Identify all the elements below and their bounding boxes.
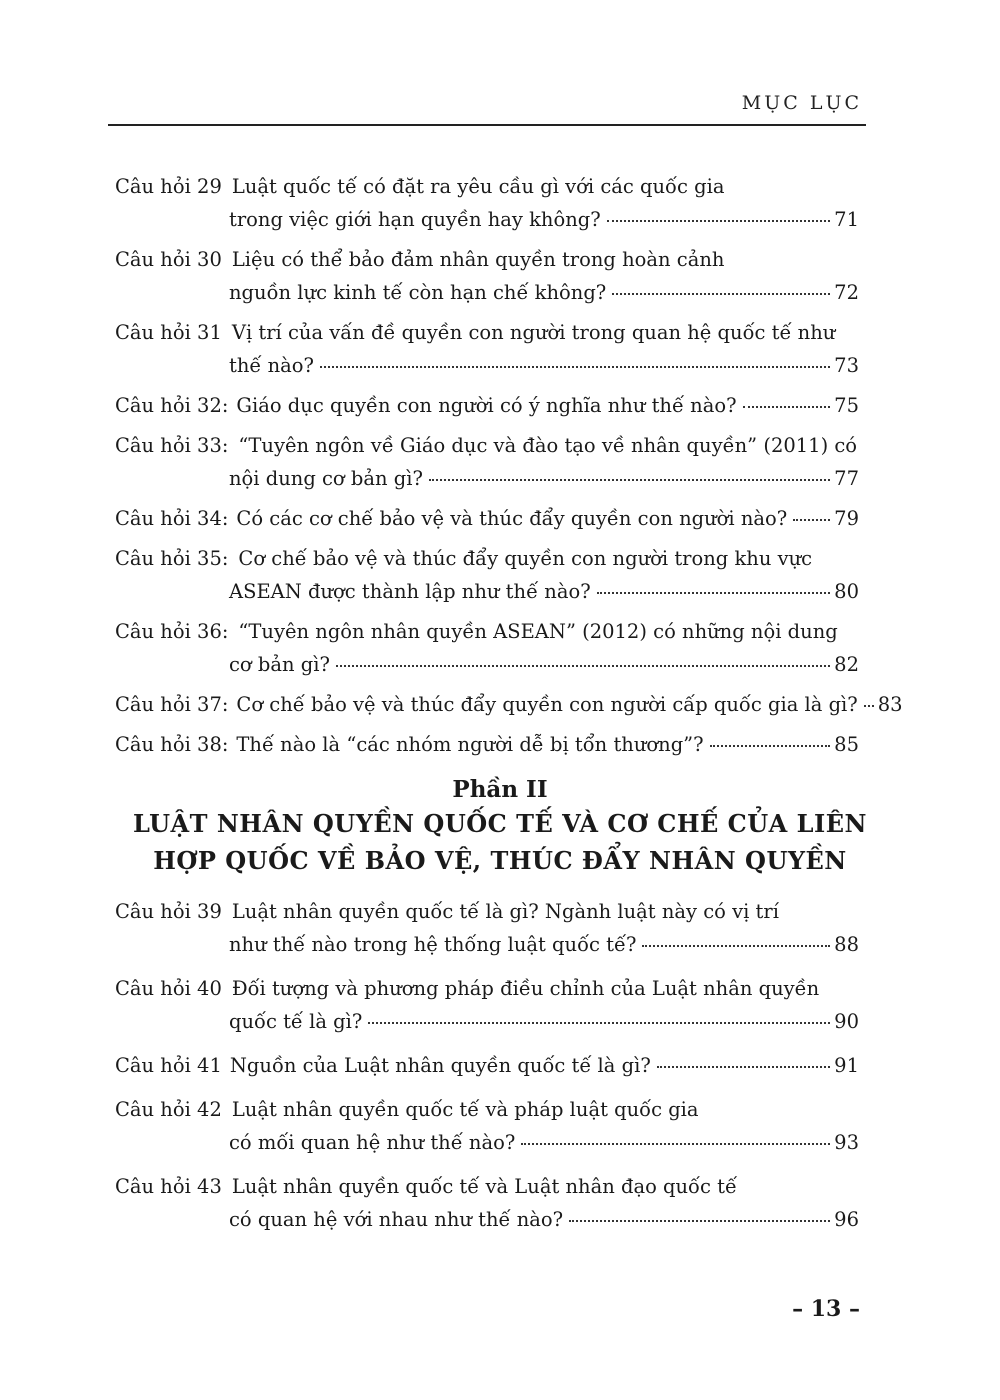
toc-part-two [0, 895, 1000, 1247]
page-ref: 71 [834, 208, 859, 231]
toc-entry [0, 429, 1000, 495]
question-label: Câu hỏi 40 [115, 977, 222, 1000]
dot-leader [569, 1220, 830, 1222]
entry-title: Cơ chế bảo vệ và thúc đẩy quyền con người trong khu vực [238, 547, 813, 570]
entry-title-continued: có mối quan hệ như thế nào? [229, 1131, 516, 1154]
entry-title: Luật quốc tế có đặt ra yêu cầu gì với các quốc gia [231, 175, 725, 198]
toc-entry-line [0, 1203, 1000, 1236]
toc-entry [0, 502, 1000, 535]
page-ref: 85 [834, 733, 859, 756]
toc-entry-line [0, 429, 1000, 462]
toc-entry-line [0, 276, 1000, 309]
toc-entry-line [0, 615, 1000, 648]
question-label: Câu hỏi 29 [115, 175, 222, 198]
question-label: Câu hỏi 32: [115, 394, 229, 417]
toc-entry-line [0, 170, 1000, 203]
dot-leader [793, 519, 830, 521]
toc-entry-line [0, 575, 1000, 608]
question-label: Câu hỏi 38: [115, 733, 229, 756]
dot-leader [642, 945, 830, 947]
question-label: Câu hỏi 31 [115, 321, 222, 344]
page-ref: 72 [834, 281, 859, 304]
page-ref: 96 [834, 1208, 859, 1231]
toc-entry-line [0, 1049, 1000, 1082]
dot-leader [320, 366, 830, 368]
toc-entry-line [0, 316, 1000, 349]
dot-leader [612, 293, 830, 295]
toc-entry-line [0, 389, 1000, 422]
page-number: – 13 – [792, 1296, 860, 1322]
toc-entry-line [0, 1093, 1000, 1126]
toc-entry-line [0, 1170, 1000, 1203]
toc-entry [0, 972, 1000, 1038]
entry-title: Nguồn của Luật nhân quyền quốc tế là gì? [229, 1054, 651, 1077]
dot-leader [521, 1143, 830, 1145]
part-heading-line-1: LUẬT NHÂN QUYỀN QUỐC TẾ VÀ CƠ CHẾ CỦA LIÊN [133, 809, 867, 838]
entry-title: Giáo dục quyền con người có ý nghĩa như thế nào? [236, 394, 737, 417]
part-title: Phần II [452, 776, 548, 803]
entry-title-continued: như thế nào trong hệ thống luật quốc tế? [229, 933, 637, 956]
question-label: Câu hỏi 36: [115, 620, 229, 643]
toc-entry-line [0, 972, 1000, 1005]
question-label: Câu hỏi 39 [115, 900, 222, 923]
toc-entry-line [0, 728, 1000, 761]
entry-title: “Tuyên ngôn nhân quyền ASEAN” (2012) có những nội dung [238, 620, 838, 643]
page-ref: 82 [834, 653, 859, 676]
toc-entry [0, 1093, 1000, 1159]
question-label: Câu hỏi 35: [115, 547, 229, 570]
toc-entry-line [0, 349, 1000, 382]
page-ref: 88 [834, 933, 859, 956]
page-ref: 83 [877, 693, 903, 716]
question-label: Câu hỏi 43 [115, 1175, 222, 1198]
entry-title: Luật nhân quyền quốc tế là gì? Ngành luật này có vị trí [231, 900, 779, 923]
toc-entry-line [0, 462, 1000, 495]
question-label: Câu hỏi 30 [115, 248, 222, 271]
page-ref: 90 [834, 1010, 859, 1033]
page-ref: 79 [834, 507, 859, 530]
toc-entry [0, 615, 1000, 681]
entry-title-continued: ASEAN được thành lập như thế nào? [229, 580, 591, 603]
dot-leader [368, 1022, 830, 1024]
running-title: MỤC LỤC [741, 92, 862, 114]
toc-entry-line [0, 928, 1000, 961]
toc-entry-line [0, 502, 1000, 535]
entry-title: Có các cơ chế bảo vệ và thúc đẩy quyền con người nào? [236, 507, 788, 530]
entry-title-continued: thế nào? [229, 354, 314, 377]
toc-entry-line [0, 243, 1000, 276]
entry-title: Thế nào là “các nhóm người dễ bị tổn thương”? [236, 733, 704, 756]
page-ref: 73 [834, 354, 859, 377]
entry-title-continued: nguồn lực kinh tế còn hạn chế không? [229, 281, 607, 304]
entry-title: “Tuyên ngôn về Giáo dục và đào tạo về nhân quyền” (2011) có [238, 434, 858, 457]
entry-title-continued: cơ bản gì? [229, 653, 330, 676]
toc-entry [0, 1049, 1000, 1082]
toc-entry-line [0, 542, 1000, 575]
question-label: Câu hỏi 33: [115, 434, 229, 457]
toc-entry [0, 389, 1000, 422]
page-ref: 75 [834, 394, 859, 417]
entry-title: Luật nhân quyền quốc tế và Luật nhân đạo quốc tế [231, 1175, 737, 1198]
dot-leader [710, 745, 831, 747]
toc-entry [0, 728, 1000, 761]
question-label: Câu hỏi 37: [115, 693, 229, 716]
question-label: Câu hỏi 41 [115, 1054, 222, 1077]
entry-title-continued: quốc tế là gì? [229, 1010, 363, 1033]
entry-title-continued: có quan hệ với nhau như thế nào? [229, 1208, 564, 1231]
dot-leader [429, 479, 830, 481]
entry-title: Đối tượng và phương pháp điều chỉnh của Luật nhân quyền [231, 977, 820, 1000]
part-heading-line-2: HỢP QUỐC VỀ BẢO VỆ, THÚC ĐẨY NHÂN QUYỀN [153, 846, 847, 875]
entry-title-continued: trong việc giới hạn quyền hay không? [229, 208, 601, 231]
dot-leader [607, 220, 830, 222]
entry-title-continued: nội dung cơ bản gì? [229, 467, 423, 490]
toc-entry [0, 243, 1000, 309]
question-label: Câu hỏi 34: [115, 507, 229, 530]
toc-entry [0, 895, 1000, 961]
dot-leader [864, 705, 874, 707]
toc-entry [0, 542, 1000, 608]
part-heading [0, 805, 1000, 879]
entry-title: Luật nhân quyền quốc tế và pháp luật quốc gia [231, 1098, 699, 1121]
header-rule [108, 124, 866, 126]
toc-part-one [0, 170, 1000, 768]
question-label: Câu hỏi 42 [115, 1098, 222, 1121]
entry-title: Cơ chế bảo vệ và thúc đẩy quyền con người cấp quốc gia là gì? [236, 693, 858, 716]
entry-title: Liệu có thể bảo đảm nhân quyền trong hoàn cảnh [231, 248, 725, 271]
toc-entry-line [0, 1005, 1000, 1038]
entry-title: Vị trí của vấn đề quyền con người trong quan hệ quốc tế như [231, 321, 836, 344]
dot-leader [743, 406, 831, 408]
toc-entry-line [0, 688, 1000, 721]
page-ref: 93 [834, 1131, 859, 1154]
toc-entry-line [0, 1126, 1000, 1159]
dot-leader [336, 665, 830, 667]
toc-entry [0, 170, 1000, 236]
dot-leader [657, 1066, 830, 1068]
toc-entry [0, 1170, 1000, 1236]
page-ref: 91 [834, 1054, 859, 1077]
toc-entry [0, 316, 1000, 382]
dot-leader [597, 592, 831, 594]
page-ref: 80 [834, 580, 859, 603]
toc-entry-line [0, 203, 1000, 236]
toc-entry [0, 688, 1000, 721]
toc-entry-line [0, 648, 1000, 681]
toc-entry-line [0, 895, 1000, 928]
page-ref: 77 [834, 467, 859, 490]
